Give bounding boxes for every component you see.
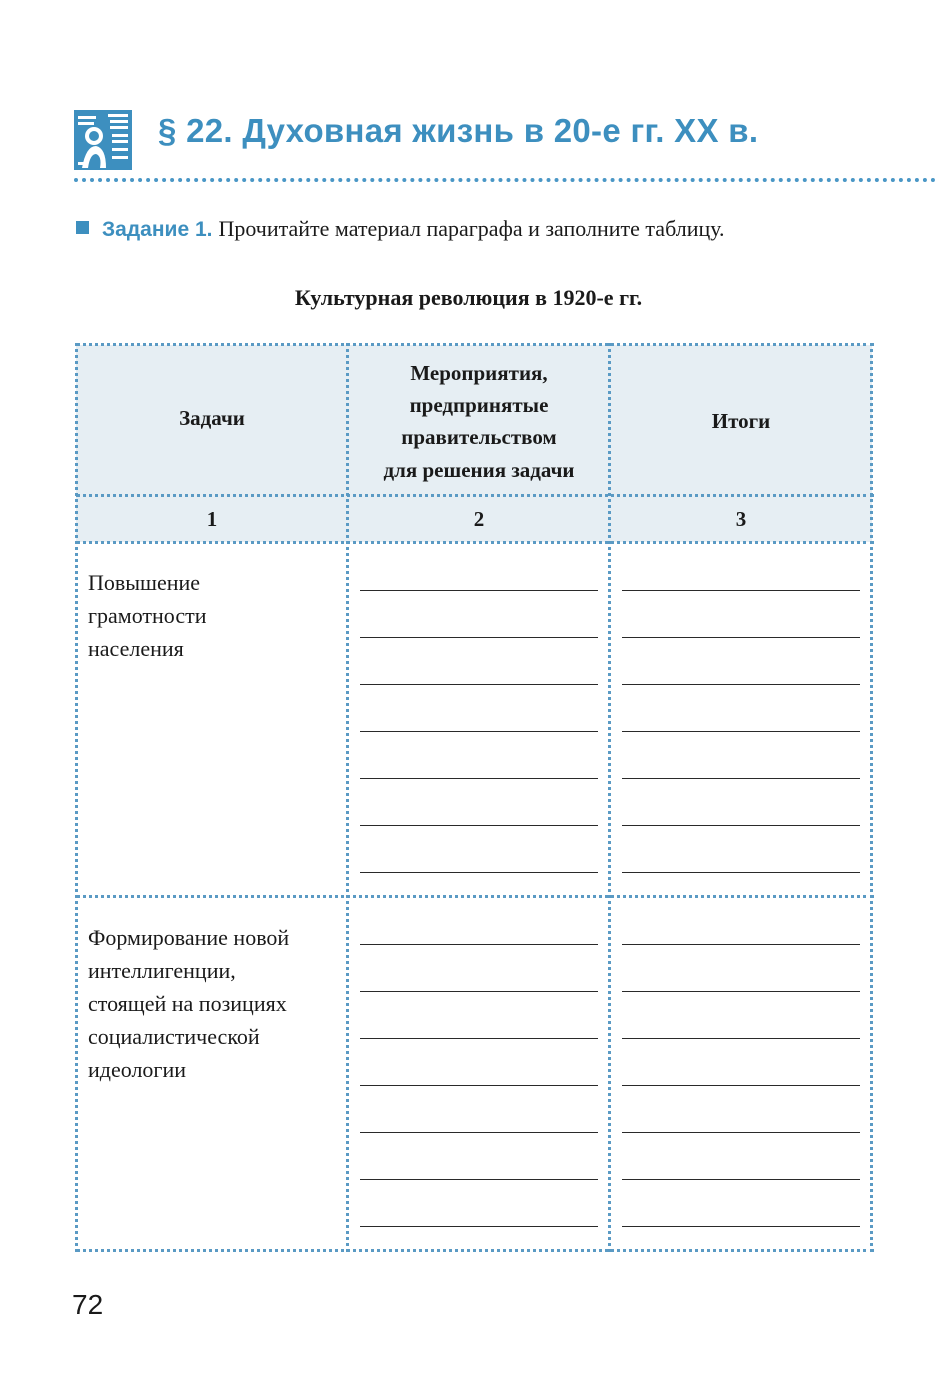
column-header-line: Задачи bbox=[179, 406, 245, 430]
answer-line[interactable] bbox=[360, 637, 598, 638]
answer-line[interactable] bbox=[622, 1179, 860, 1180]
answer-line[interactable] bbox=[622, 684, 860, 685]
table-border-left bbox=[75, 343, 78, 1252]
column-header-measures bbox=[348, 345, 610, 495]
row-label-line: идеологии bbox=[88, 1057, 186, 1082]
table-divider bbox=[346, 343, 349, 1252]
answer-line[interactable] bbox=[622, 991, 860, 992]
answer-line[interactable] bbox=[360, 991, 598, 992]
answer-line[interactable] bbox=[622, 825, 860, 826]
heading-divider bbox=[74, 178, 936, 182]
column-header-line: Мероприятия, bbox=[410, 361, 548, 385]
row-label-line: социалистической bbox=[88, 1024, 260, 1049]
answer-line[interactable] bbox=[622, 590, 860, 591]
book-illustration-icon bbox=[74, 110, 132, 170]
task-instruction bbox=[76, 216, 725, 242]
row-label-line: интеллигенции, bbox=[88, 958, 236, 983]
answer-line[interactable] bbox=[360, 1132, 598, 1133]
answer-line[interactable] bbox=[360, 778, 598, 779]
row-label-line: стоящей на позициях bbox=[88, 991, 287, 1016]
table-title: Культурная революция в 1920-е гг. bbox=[294, 285, 643, 310]
table-divider bbox=[608, 343, 611, 1252]
column-number-text: 3 bbox=[735, 507, 747, 531]
answer-line[interactable] bbox=[622, 872, 860, 873]
answer-line[interactable] bbox=[360, 1226, 598, 1227]
column-header-line: Итоги bbox=[711, 409, 771, 433]
task-text: Прочитайте материал параграфа и заполните таблицу. bbox=[218, 216, 725, 241]
column-number-1 bbox=[76, 495, 348, 542]
column-number-text: 1 bbox=[206, 507, 218, 531]
table-border-right bbox=[870, 343, 873, 1252]
column-header-results bbox=[610, 345, 872, 495]
answer-line[interactable] bbox=[360, 1038, 598, 1039]
table-divider bbox=[76, 541, 874, 544]
task-label: Задание 1. bbox=[102, 218, 213, 241]
answer-line[interactable] bbox=[622, 1085, 860, 1086]
answer-line[interactable] bbox=[360, 1085, 598, 1086]
row-label-line: грамотности bbox=[88, 603, 207, 628]
answer-line[interactable] bbox=[360, 872, 598, 873]
answer-line[interactable] bbox=[360, 731, 598, 732]
answer-line[interactable] bbox=[622, 637, 860, 638]
answer-line[interactable] bbox=[622, 731, 860, 732]
answer-line[interactable] bbox=[622, 1132, 860, 1133]
table-divider bbox=[76, 895, 874, 898]
answer-line[interactable] bbox=[360, 1179, 598, 1180]
row-label-line: Формирование новой bbox=[88, 925, 290, 950]
column-number-3 bbox=[610, 495, 872, 542]
column-number-2 bbox=[348, 495, 610, 542]
table-border-bottom bbox=[76, 1249, 874, 1252]
table-divider bbox=[76, 494, 874, 497]
column-header-line: предпринятые bbox=[409, 393, 549, 417]
page-title: § 22. Духовная жизнь в 20-е гг. XX в. bbox=[158, 112, 759, 149]
answer-line[interactable] bbox=[360, 684, 598, 685]
answer-line[interactable] bbox=[360, 590, 598, 591]
answer-line[interactable] bbox=[622, 1038, 860, 1039]
answer-line[interactable] bbox=[622, 1226, 860, 1227]
answer-line[interactable] bbox=[360, 944, 598, 945]
answer-line[interactable] bbox=[622, 778, 860, 779]
row-label-line: Повышение bbox=[88, 570, 201, 595]
column-header-tasks bbox=[76, 345, 348, 495]
answer-line[interactable] bbox=[360, 825, 598, 826]
column-header-line: правительством bbox=[401, 425, 557, 449]
answer-line[interactable] bbox=[622, 944, 860, 945]
row-label-line: населения bbox=[88, 636, 184, 661]
square-bullet-icon bbox=[76, 221, 89, 234]
page-number: 72 bbox=[72, 1289, 104, 1320]
table-border-top bbox=[76, 343, 874, 346]
column-header-line: для решения задачи bbox=[383, 458, 575, 482]
column-number-text: 2 bbox=[473, 507, 485, 531]
